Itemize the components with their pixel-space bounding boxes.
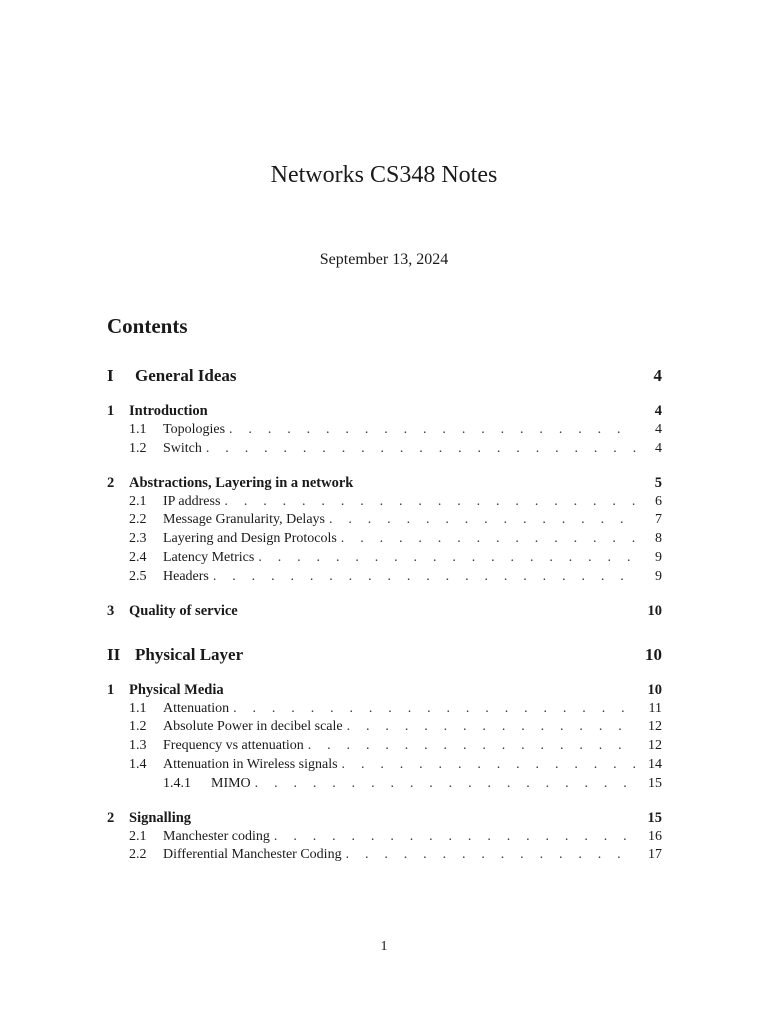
chapter-number: 1 <box>107 403 115 419</box>
section-number: 1.2 <box>129 440 147 456</box>
section-page: 8 <box>655 531 662 547</box>
section-title: Attenuation <box>163 700 230 716</box>
toc-subsection-entry[interactable] <box>107 776 662 795</box>
section-title-wrap <box>163 441 644 457</box>
dot-leader <box>342 757 636 773</box>
chapter-page: 4 <box>654 403 662 419</box>
section-title-wrap <box>163 847 644 863</box>
dot-leader <box>224 494 636 510</box>
chapter-number: 2 <box>107 474 115 491</box>
toc-section-entry[interactable] <box>107 531 662 550</box>
section-title: Message Granularity, Delays <box>163 512 325 528</box>
toc-part-entry[interactable] <box>107 645 662 667</box>
section-number: 2.4 <box>129 549 147 565</box>
section-title: Latency Metrics <box>163 549 255 565</box>
section-number: 1.1 <box>129 422 147 437</box>
chapter-title: Abstractions, Layering in a network <box>129 474 354 491</box>
dot-leader <box>229 422 636 438</box>
toc-section-entry[interactable] <box>107 494 662 513</box>
toc-section-entry[interactable] <box>107 441 662 460</box>
section-page: 9 <box>655 549 662 565</box>
toc-section-entry[interactable] <box>107 512 662 531</box>
chapter-page: 10 <box>647 681 662 698</box>
section-page: 14 <box>648 756 662 772</box>
part-page: 10 <box>645 644 662 664</box>
dot-leader <box>258 550 636 566</box>
chapter-number: 1 <box>107 681 115 698</box>
section-title-wrap <box>163 550 644 566</box>
section-page: 11 <box>648 700 662 716</box>
page-number: 1 <box>380 939 388 954</box>
chapter-title: Signalling <box>129 809 192 826</box>
section-number: 2.3 <box>129 531 147 547</box>
section-number: 1.2 <box>129 719 147 735</box>
section-number: 1.1 <box>129 700 147 716</box>
section-title-wrap <box>163 569 644 585</box>
toc-chapter-entry[interactable] <box>107 403 662 422</box>
chapter-number: 2 <box>107 809 115 826</box>
toc-section-entry[interactable] <box>107 719 662 738</box>
section-number: 2.2 <box>129 512 147 528</box>
toc-section-entry[interactable] <box>107 829 662 848</box>
dot-leader <box>206 441 636 457</box>
section-title: IP address <box>163 493 221 509</box>
section-page: 17 <box>648 847 662 863</box>
dot-leader <box>347 719 636 735</box>
section-title-wrap <box>163 422 644 438</box>
section-title: Absolute Power in decibel scale <box>163 719 343 735</box>
toc-part-entry[interactable] <box>107 366 662 388</box>
dot-leader <box>255 776 636 792</box>
section-number: 2.1 <box>129 493 147 509</box>
chapter-page: 5 <box>654 474 662 491</box>
section-number: 2.5 <box>129 568 147 584</box>
section-page: 4 <box>655 440 662 456</box>
part-title: General Ideas <box>135 366 237 385</box>
section-page: 6 <box>655 493 662 509</box>
toc-chapter-entry[interactable] <box>107 603 662 622</box>
toc-chapter-entry[interactable] <box>107 682 662 701</box>
section-title: Headers <box>163 568 209 584</box>
section-page: 12 <box>648 719 662 735</box>
chapter-title: Quality of service <box>129 602 238 619</box>
section-page: 15 <box>648 775 662 791</box>
chapter-title: Introduction <box>129 403 208 419</box>
dot-leader <box>341 531 636 547</box>
dot-leader <box>308 738 636 754</box>
section-title: MIMO <box>211 775 251 791</box>
chapter-page: 10 <box>647 602 662 619</box>
chapter-page: 15 <box>647 809 662 826</box>
part-number: II <box>107 644 121 664</box>
section-page: 16 <box>648 828 662 844</box>
document-date: September 13, 2024 <box>319 251 449 268</box>
toc-section-entry[interactable] <box>107 757 662 776</box>
section-title-wrap <box>163 701 644 717</box>
chapter-number: 3 <box>107 602 115 619</box>
section-title: Switch <box>163 440 202 456</box>
section-number: 2.2 <box>129 847 147 863</box>
toc-section-entry[interactable] <box>107 738 662 757</box>
section-page: 9 <box>655 568 662 584</box>
contents-heading: Contents <box>107 314 188 338</box>
section-title-wrap <box>163 719 644 735</box>
dot-leader <box>329 512 636 528</box>
dot-leader <box>233 701 636 717</box>
document-title: Networks CS348 Notes <box>270 162 498 188</box>
section-title-wrap <box>163 757 644 773</box>
dot-leader <box>346 847 636 863</box>
dot-leader <box>274 829 636 845</box>
section-title-wrap <box>211 776 644 792</box>
section-number: 1.3 <box>129 738 147 754</box>
part-page: 4 <box>653 366 662 385</box>
section-number: 1.4.1 <box>163 775 191 791</box>
toc-section-entry[interactable] <box>107 422 662 441</box>
toc-section-entry[interactable] <box>107 701 662 720</box>
part-title: Physical Layer <box>135 644 244 664</box>
dot-leader <box>213 569 636 585</box>
chapter-title: Physical Media <box>129 681 224 698</box>
section-title-wrap <box>163 531 644 547</box>
section-title: Manchester coding <box>163 828 270 844</box>
section-page: 12 <box>648 738 662 754</box>
part-number: I <box>107 366 114 385</box>
section-number: 1.4 <box>129 756 147 772</box>
toc-section-entry[interactable] <box>107 847 662 866</box>
section-title-wrap <box>163 829 644 845</box>
section-title: Frequency vs attenuation <box>163 738 304 754</box>
section-title: Layering and Design Protocols <box>163 531 337 547</box>
section-number: 2.1 <box>129 828 147 844</box>
toc-section-entry[interactable] <box>107 550 662 569</box>
section-title: Differential Manchester Coding <box>163 847 342 863</box>
toc-chapter-entry[interactable] <box>107 475 662 494</box>
section-page: 7 <box>655 512 662 528</box>
toc-section-entry[interactable] <box>107 569 662 588</box>
section-title-wrap <box>163 512 644 528</box>
table-of-contents <box>107 366 662 866</box>
section-title-wrap <box>163 494 644 510</box>
section-page: 4 <box>655 422 662 437</box>
toc-chapter-entry[interactable] <box>107 810 662 829</box>
section-title: Topologies <box>163 422 226 437</box>
section-title: Attenuation in Wireless signals <box>163 756 338 772</box>
section-title-wrap <box>163 738 644 754</box>
